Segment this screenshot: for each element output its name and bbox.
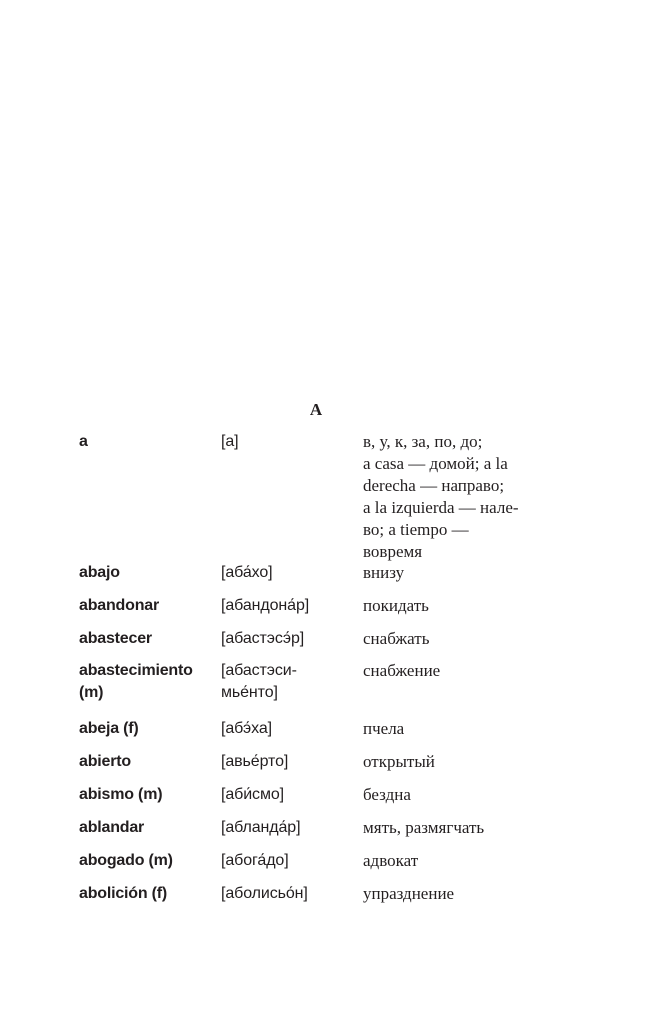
entry-word xyxy=(79,431,221,453)
entry-translation xyxy=(363,784,553,806)
dictionary-entry xyxy=(79,784,559,817)
dictionary-entries xyxy=(79,431,559,916)
entry-translation-line: a la izquierda — нале- xyxy=(363,498,519,517)
entry-word xyxy=(79,660,221,704)
entry-word-line: abajo xyxy=(79,564,120,581)
dictionary-entry xyxy=(79,718,559,751)
entry-translation xyxy=(363,817,553,839)
entry-word-line: abeja (f) xyxy=(79,720,139,737)
entry-word-line: ablandar xyxy=(79,819,145,836)
entry-translation-line: снабжение xyxy=(363,661,441,680)
entry-pronunciation xyxy=(221,817,363,839)
entry-pronunciation-line: [абэ́ха] xyxy=(221,720,272,737)
entry-word-line: abastecimiento xyxy=(79,662,193,679)
entry-pronunciation-line: [аболисьо́н] xyxy=(221,885,308,902)
entry-word xyxy=(79,718,221,740)
entry-translation xyxy=(363,431,553,563)
entry-word-line: abolición (f) xyxy=(79,885,168,902)
entry-word-line: abandonar xyxy=(79,597,159,614)
entry-translation-line: a casa — домой; a la xyxy=(363,454,508,473)
entry-pronunciation xyxy=(221,562,363,584)
entry-pronunciation-line: [абандона́р] xyxy=(221,597,310,614)
entry-pronunciation-line: [абланда́р] xyxy=(221,819,301,836)
dictionary-entry xyxy=(79,595,559,628)
entry-translation-line: открытый xyxy=(363,752,435,771)
entry-word-line: abastecer xyxy=(79,630,152,647)
entry-pronunciation-line: [абастэси- xyxy=(221,662,297,679)
entry-translation-line: вовремя xyxy=(363,542,423,561)
entry-translation-line: внизу xyxy=(363,563,405,582)
entry-translation-line: в, у, к, за, по, до; xyxy=(363,432,483,451)
entry-translation-line: пчела xyxy=(363,719,405,738)
entry-word xyxy=(79,751,221,773)
entry-translation xyxy=(363,718,553,740)
entry-word xyxy=(79,595,221,617)
entry-pronunciation-line: [абога́до] xyxy=(221,852,289,869)
entry-pronunciation xyxy=(221,628,363,650)
entry-pronunciation-line: [аба́хо] xyxy=(221,564,273,581)
entry-word-line: abierto xyxy=(79,753,131,770)
entry-word xyxy=(79,562,221,584)
entry-pronunciation xyxy=(221,883,363,905)
entry-pronunciation-line: [аби́смо] xyxy=(221,786,284,803)
entry-pronunciation xyxy=(221,595,363,617)
entry-pronunciation-line: [авье́рто] xyxy=(221,753,289,770)
entry-pronunciation-line: [а] xyxy=(221,433,239,450)
entry-translation xyxy=(363,883,553,905)
entry-pronunciation xyxy=(221,660,363,704)
entry-translation-line: покидать xyxy=(363,596,429,615)
entry-word xyxy=(79,850,221,872)
entry-translation-line: снабжать xyxy=(363,629,430,648)
entry-translation-line: бездна xyxy=(363,785,411,804)
dictionary-entry xyxy=(79,751,559,784)
entry-pronunciation xyxy=(221,784,363,806)
dictionary-entry xyxy=(79,628,559,660)
entry-pronunciation xyxy=(221,850,363,872)
entry-word xyxy=(79,628,221,650)
entry-translation xyxy=(363,595,553,617)
entry-pronunciation xyxy=(221,431,363,453)
entry-word-line: abismo (m) xyxy=(79,786,163,803)
entry-translation xyxy=(363,850,553,872)
dictionary-entry xyxy=(79,562,559,595)
dictionary-entry xyxy=(79,850,559,883)
dictionary-entry xyxy=(79,660,559,718)
entry-pronunciation-line: мье́нто] xyxy=(221,684,278,701)
entry-word xyxy=(79,817,221,839)
entry-pronunciation xyxy=(221,751,363,773)
entry-translation xyxy=(363,628,553,650)
entry-word-line: a xyxy=(79,433,88,450)
entry-translation-line: упразднение xyxy=(363,884,455,903)
entry-word-line: abogado (m) xyxy=(79,852,173,869)
dictionary-entry xyxy=(79,817,559,850)
entry-translation xyxy=(363,751,553,773)
entry-pronunciation-line: [абастэсэ́р] xyxy=(221,630,305,647)
entry-translation-line: derecha — направо; xyxy=(363,476,505,495)
entry-pronunciation xyxy=(221,718,363,740)
section-letter-heading: A xyxy=(309,400,323,419)
entry-translation-line: мять, размягчать xyxy=(363,818,485,837)
entry-translation xyxy=(363,562,553,584)
entry-word xyxy=(79,784,221,806)
entry-translation-line: во; a tiempo — xyxy=(363,520,469,539)
entry-translation-line: адвокат xyxy=(363,851,419,870)
entry-word-line: (m) xyxy=(79,684,104,701)
dictionary-entry xyxy=(79,883,559,916)
entry-translation xyxy=(363,660,553,682)
dictionary-entry xyxy=(79,431,559,562)
entry-word xyxy=(79,883,221,905)
